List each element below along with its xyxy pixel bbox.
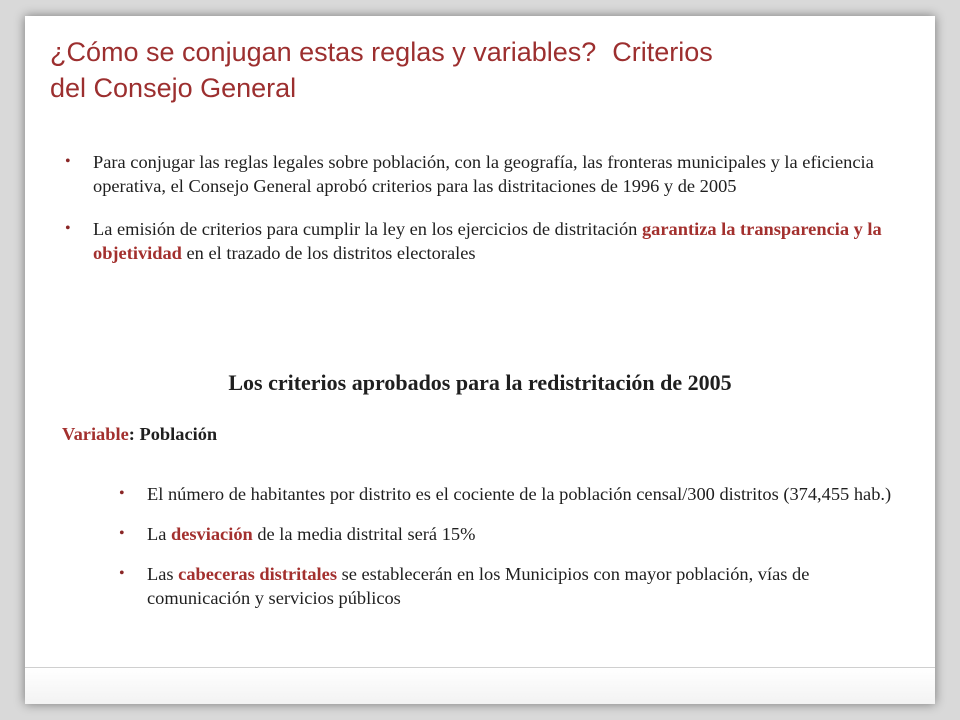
title-line1-criterios: Criterios: [612, 37, 713, 67]
criteria-text-pre: El número de habitantes por distrito es el cociente de la población censal/300 distritos (374,455 hab.): [147, 484, 892, 504]
bullet-dot-icon: •: [65, 153, 71, 170]
bullet-highlight: garantiza la transparencia y la objetividad: [93, 219, 882, 263]
title-line1-question: ¿Cómo se conjugan estas reglas y variables?: [50, 37, 597, 67]
title-line2: del Consejo General: [50, 73, 297, 103]
bullet-item: [65, 150, 913, 198]
criteria-bullet-list: [119, 482, 907, 626]
section-subtitle: Los criterios aprobados para la redistritación de 2005: [228, 370, 732, 395]
criteria-text-post: se establecerán en los Municipios con mayor población, vías de comunicación y servicios públicos: [147, 564, 810, 608]
criteria-text-pre: Las: [147, 564, 179, 584]
variable-heading: [62, 424, 217, 445]
bullet-text-post: en el trazado de los distritos electorales: [181, 243, 476, 263]
criteria-highlight: desviación: [171, 524, 253, 544]
criteria-text-post: de la media distrital será 15%: [252, 524, 476, 544]
bullet-item: [65, 217, 913, 265]
variable-label: Variable: [62, 424, 129, 444]
bullet-dot-icon: •: [65, 220, 71, 237]
criteria-item: [119, 562, 907, 610]
variable-value: Población: [139, 424, 218, 444]
slide: [25, 16, 935, 704]
bullet-text: Para conjugar las reglas legales sobre población, con la geografía, las fronteras municipales y la eficiencia operativa, el Consejo General aprobó criterios para las distritaciones de 1996 y de 2005: [93, 152, 874, 196]
criteria-highlight: cabeceras distritales: [178, 564, 337, 584]
variable-separator: :: [128, 424, 135, 444]
footer-band: [25, 668, 935, 704]
criteria-item: [119, 522, 907, 546]
bullet-dot-icon: •: [119, 525, 125, 542]
main-bullet-list: [65, 150, 913, 284]
bullet-text-pre: La emisión de criterios para cumplir la ley en los ejercicios de distritación: [93, 219, 642, 239]
bullet-dot-icon: •: [119, 485, 125, 502]
criteria-text-pre: La: [147, 524, 171, 544]
slide-title: [50, 34, 870, 106]
criteria-item: [119, 482, 907, 506]
bullet-dot-icon: •: [119, 565, 125, 582]
